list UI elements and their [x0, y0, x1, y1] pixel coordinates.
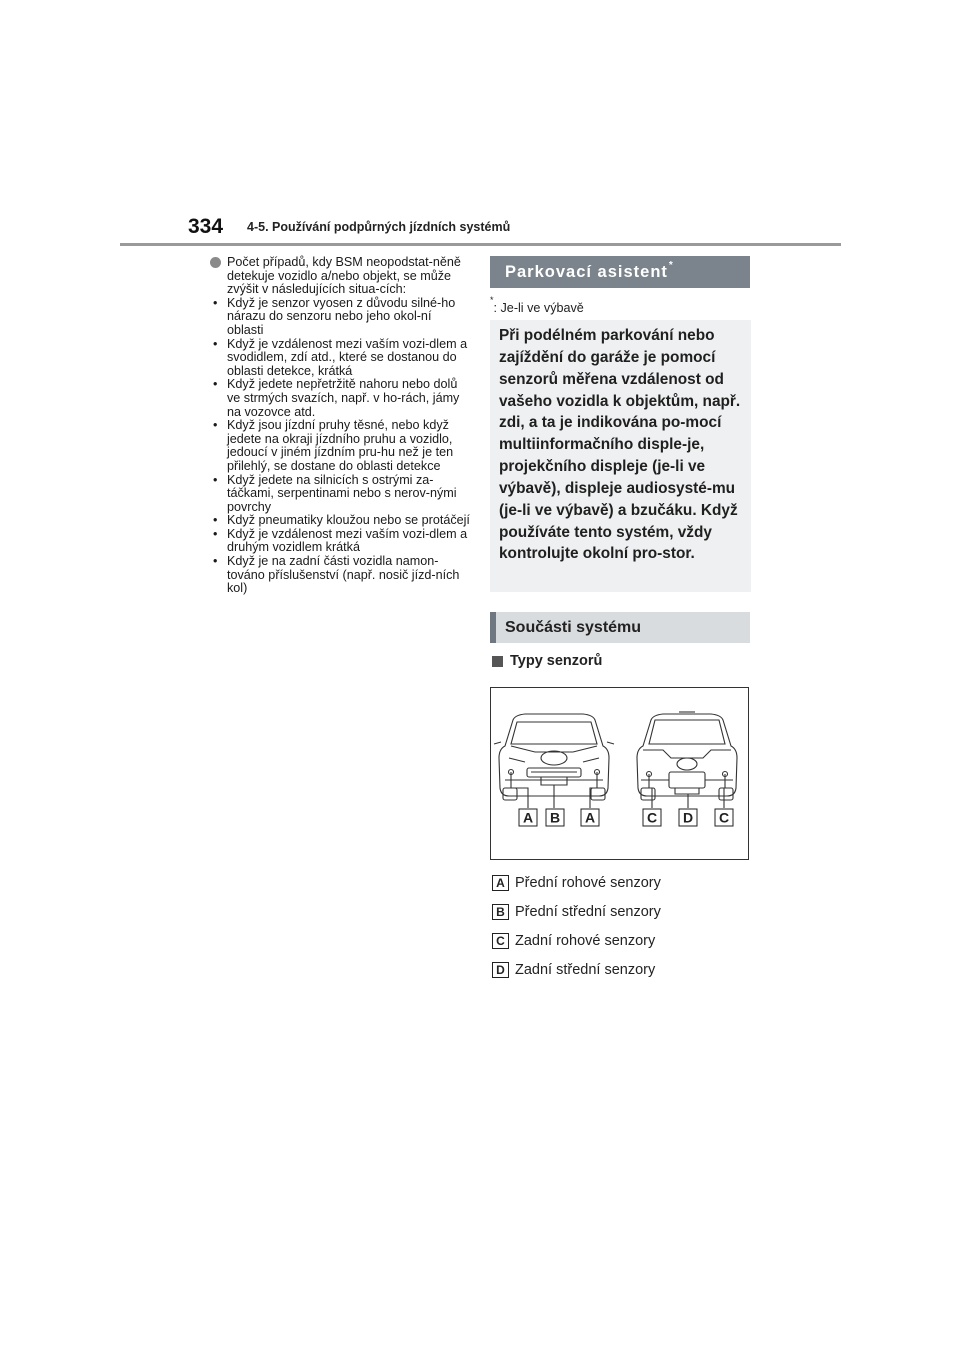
- bullet-mark: •: [213, 472, 218, 487]
- list-item: [210, 297, 470, 338]
- legend-item: [492, 955, 752, 984]
- list-item: [210, 338, 470, 379]
- parking-assist-heading: [490, 256, 750, 288]
- diagram-label-c-right: C: [718, 809, 730, 826]
- list-item-text: Když jedete na silnicích s ostrými za-táčkami, serpentinami nebo s nerov-nými povrchy: [227, 472, 457, 514]
- equipment-footnote: [490, 295, 584, 316]
- legend-key: A: [492, 875, 509, 891]
- list-item: [210, 555, 470, 596]
- circle-bullet-icon: [210, 257, 221, 268]
- legend-text: Zadní rohové senzory: [515, 932, 656, 949]
- system-parts-heading: [490, 612, 750, 643]
- square-bullet-icon: [492, 656, 503, 667]
- intro-paragraph: [210, 256, 470, 297]
- parts-heading-text: Součásti systému: [505, 618, 642, 636]
- legend-key: D: [492, 962, 509, 978]
- rear-car-icon: [637, 712, 737, 800]
- legend-key: B: [492, 904, 509, 920]
- info-box-text: Při podélném parkování nebo zajíždění do garáže je pomocí senzorů měřena vzdálenost od vašeho vozidla k objektům, např. zdi, a ta je indikována po-mocí multiinformačního disple-je, projekčního displeje (je-li ve výbavě), displeje audiosysté-mu (je-li ve výbavě) a bzučáku. Když používáte tento systém, vždy kontrolujte okolní pro-stor.: [499, 327, 741, 563]
- diagram-label-c-left: C: [646, 809, 658, 826]
- list-item-text: Když jedete nepřetržitě nahoru nebo dolů ve strmých svazích, např. v ho-rách, jámy na vozovce atd.: [227, 377, 460, 419]
- list-item: [210, 378, 470, 419]
- legend-item: [492, 897, 752, 926]
- legend-key: C: [492, 933, 509, 949]
- parking-heading-text: Parkovací asistent: [505, 262, 668, 281]
- list-item: [210, 474, 470, 515]
- legend-item: [492, 868, 752, 897]
- legend-text: Přední rohové senzory: [515, 874, 661, 891]
- diagram-label-a-right: A: [584, 809, 596, 826]
- sensor-diagram: [490, 687, 749, 860]
- list-item: [210, 419, 470, 473]
- list-item-text: Když je senzor vyosen z důvodu silné-ho nárazu do senzoru nebo jeho okol-ní oblasti: [227, 295, 456, 337]
- list-item-text: Když pneumatiky kloužou nebo se protáčejí: [227, 513, 470, 528]
- diagram-label-b: B: [549, 809, 561, 826]
- list-item-text: Když je vzdálenost mezi vaším vozi-dlem a svodidlem, zdí atd., které se dostanou do oblasti detekce, krátká: [227, 336, 468, 378]
- bullet-mark: •: [213, 526, 218, 541]
- section-title: 4-5. Používání podpůrných jízdních systémů: [247, 220, 511, 234]
- legend-item: [492, 926, 752, 955]
- bullet-mark: •: [213, 513, 218, 528]
- intro-text: Počet případů, kdy BSM neopodstat-něně detekuje vozidlo a/nebo objekt, se může zvýšit v následujících situa-cích:: [227, 255, 461, 297]
- footnote-asterisk: *: [490, 295, 494, 305]
- legend-text: Zadní střední senzory: [515, 961, 656, 978]
- list-item-text: Když je vzdálenost mezi vaším vozi-dlem a druhým vozidlem krátká: [227, 526, 468, 555]
- page-number: 334: [188, 215, 224, 238]
- situation-list: [210, 297, 470, 596]
- bullet-mark: •: [213, 336, 218, 351]
- list-item-text: Když je na zadní části vozidla namon-továno příslušenství (např. nosič jízd-ních kol): [227, 554, 460, 596]
- bullet-mark: •: [213, 418, 218, 433]
- list-item: [210, 514, 470, 528]
- bullet-mark: •: [213, 554, 218, 569]
- parking-info-box: [490, 320, 751, 592]
- diagram-label-d: D: [682, 809, 694, 826]
- car-sensor-illustration: [491, 688, 748, 859]
- bullet-mark: •: [213, 295, 218, 310]
- list-item-text: Když jsou jízdní pruhy těsné, nebo když jedete na okraji jízdního pruhu a vozidlo, jedoucí v jiném jízdním pru-hu než je ten přilehlý, se dostane do oblasti detekce: [227, 418, 454, 473]
- sensor-types-subheading: [492, 653, 602, 669]
- legend-text: Přední střední senzory: [515, 903, 661, 920]
- subheading-text: Typy senzorů: [510, 653, 603, 669]
- left-column: [210, 256, 470, 596]
- sensor-legend: [492, 868, 752, 984]
- parking-heading-asterisk: *: [668, 259, 674, 271]
- bullet-mark: •: [213, 377, 218, 392]
- header-rule: [120, 243, 841, 246]
- diagram-label-a-left: A: [522, 809, 534, 826]
- list-item: [210, 528, 470, 555]
- footnote-text: : Je-li ve výbavě: [493, 301, 584, 316]
